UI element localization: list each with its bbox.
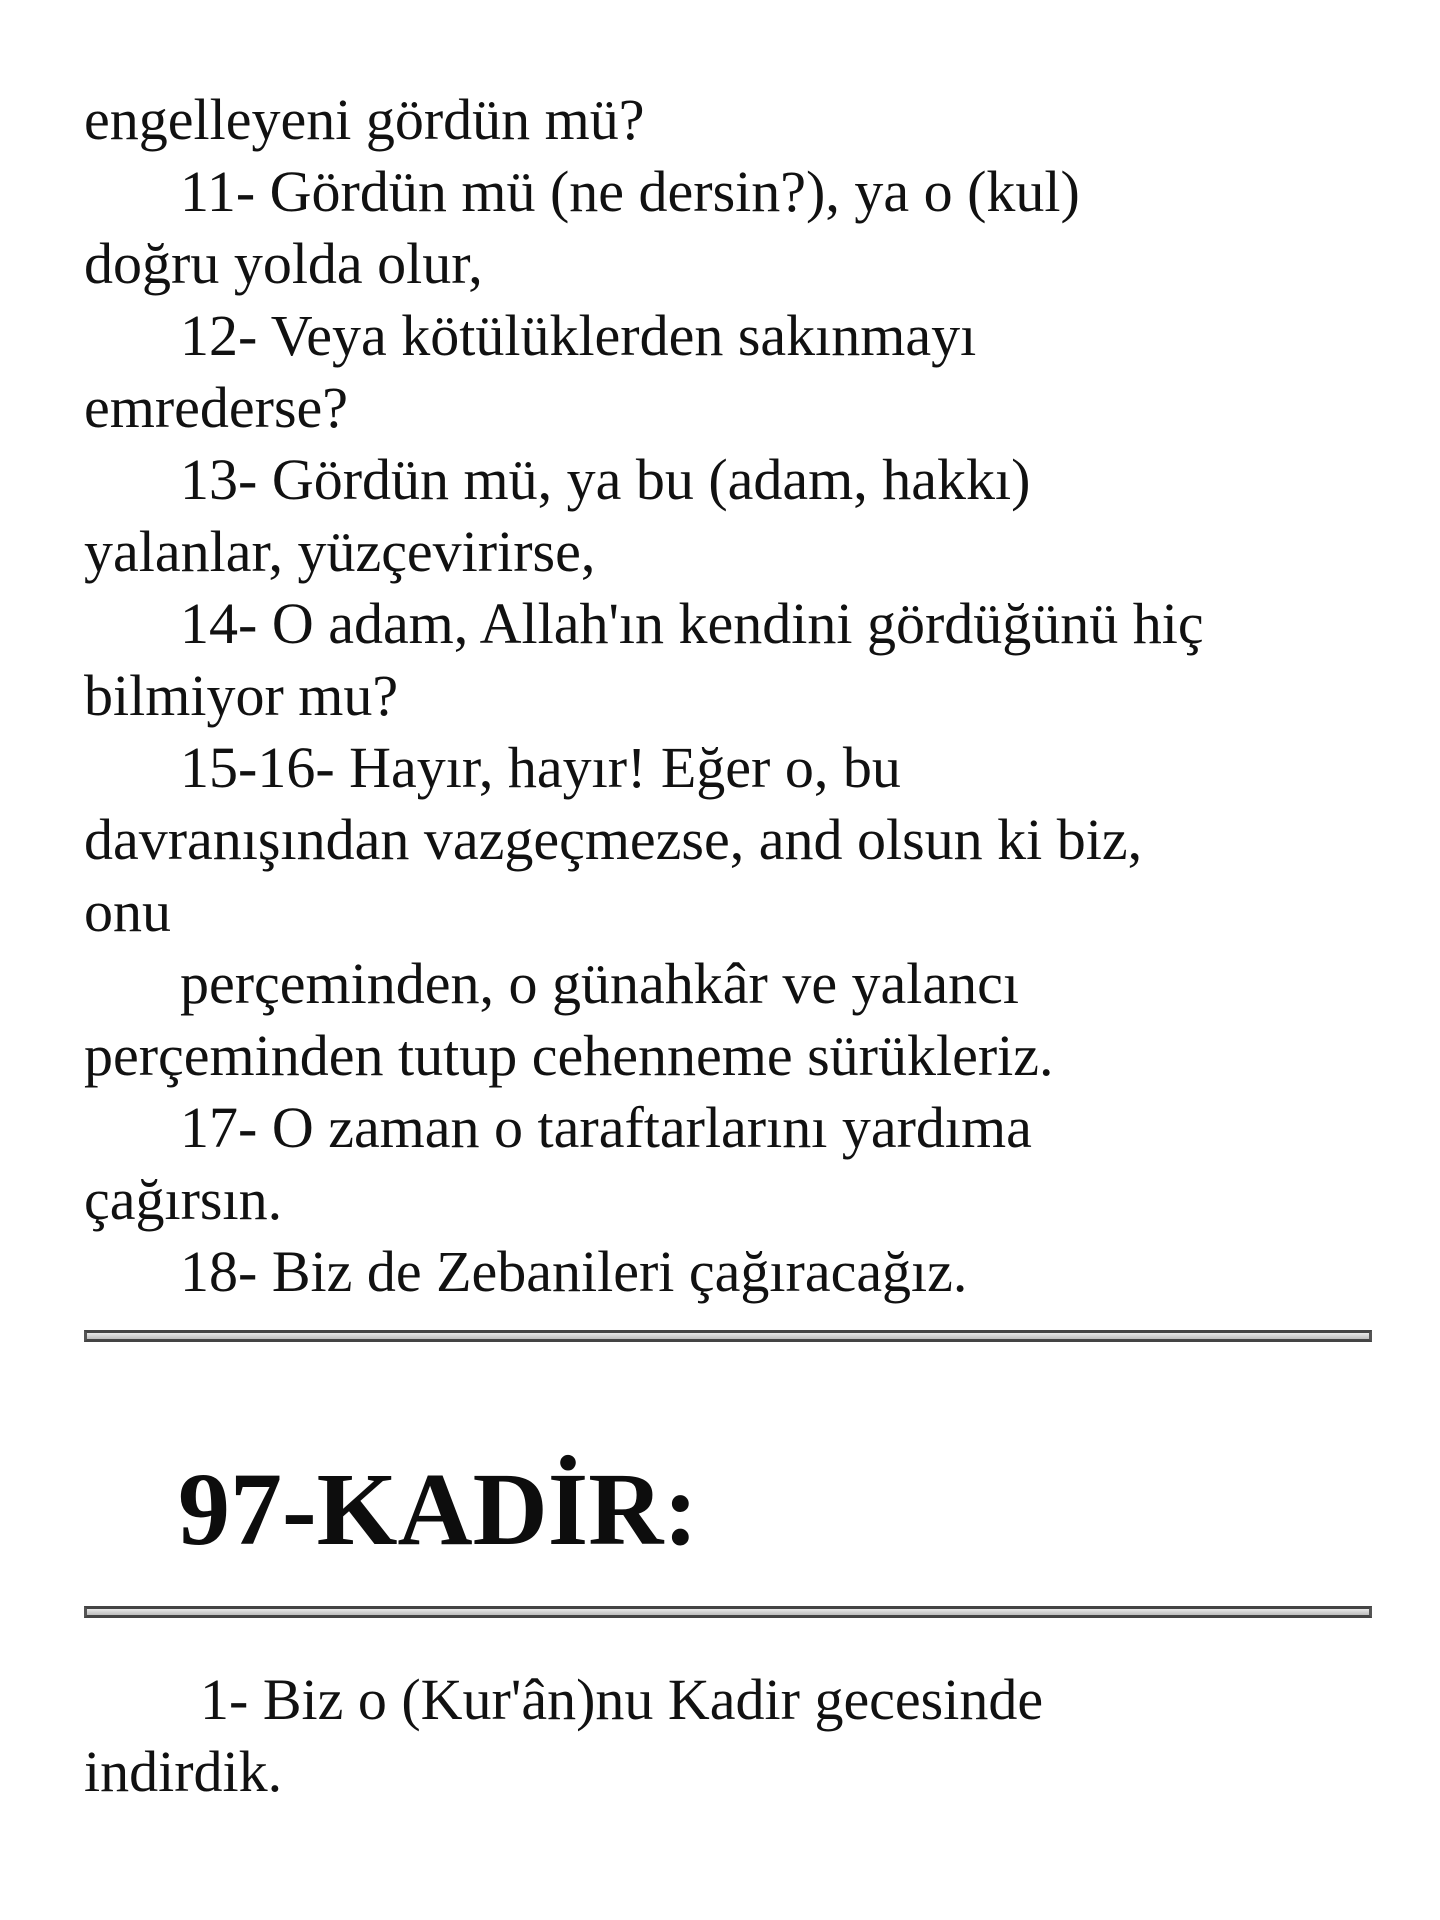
verse-line: 12- Veya kötülüklerden sakınmayı [180,303,977,368]
verse-line: 1- Biz o (Kur'ân)nu Kadir gecesinde [200,1667,1044,1732]
verse-text-block [84,84,1384,1308]
verse-line: doğru yolda olur, [84,231,483,296]
verse-line: onu [84,879,171,944]
verse-line: perçeminden, o günahkâr ve yalancı [180,951,1020,1016]
verse-line: 18- Biz de Zebanileri çağıracağız. [180,1239,968,1304]
verse-line: yalanlar, yüzçevirirse, [84,519,596,584]
closing-verse [84,1664,1384,1808]
verse-line: 14- O adam, Allah'ın kendini gördüğünü hiç [180,591,1204,656]
verse-line: 11- Gördün mü (ne dersin?), ya o (kul) [180,159,1080,224]
verse-line: 13- Gördün mü, ya bu (adam, hakkı) [180,447,1031,512]
verse-line: engelleyeni gördün mü? [84,87,645,152]
horizontal-rule [84,1606,1372,1618]
verse-line: bilmiyor mu? [84,663,399,728]
chapter-heading: 97-KADİR: [178,1452,698,1567]
verse-line: indirdik. [84,1739,283,1804]
verse-line: emrederse? [84,375,349,440]
verse-line: perçeminden tutup cehenneme sürükleriz. [84,1023,1054,1088]
verse-line: çağırsın. [84,1167,283,1232]
verse-line: 15-16- Hayır, hayır! Eğer o, bu [180,735,901,800]
verse-line: 17- O zaman o taraftarlarını yardıma [180,1095,1032,1160]
horizontal-rule [84,1330,1372,1342]
verse-line: davranışından vazgeçmezse, and olsun ki biz, [84,807,1143,872]
